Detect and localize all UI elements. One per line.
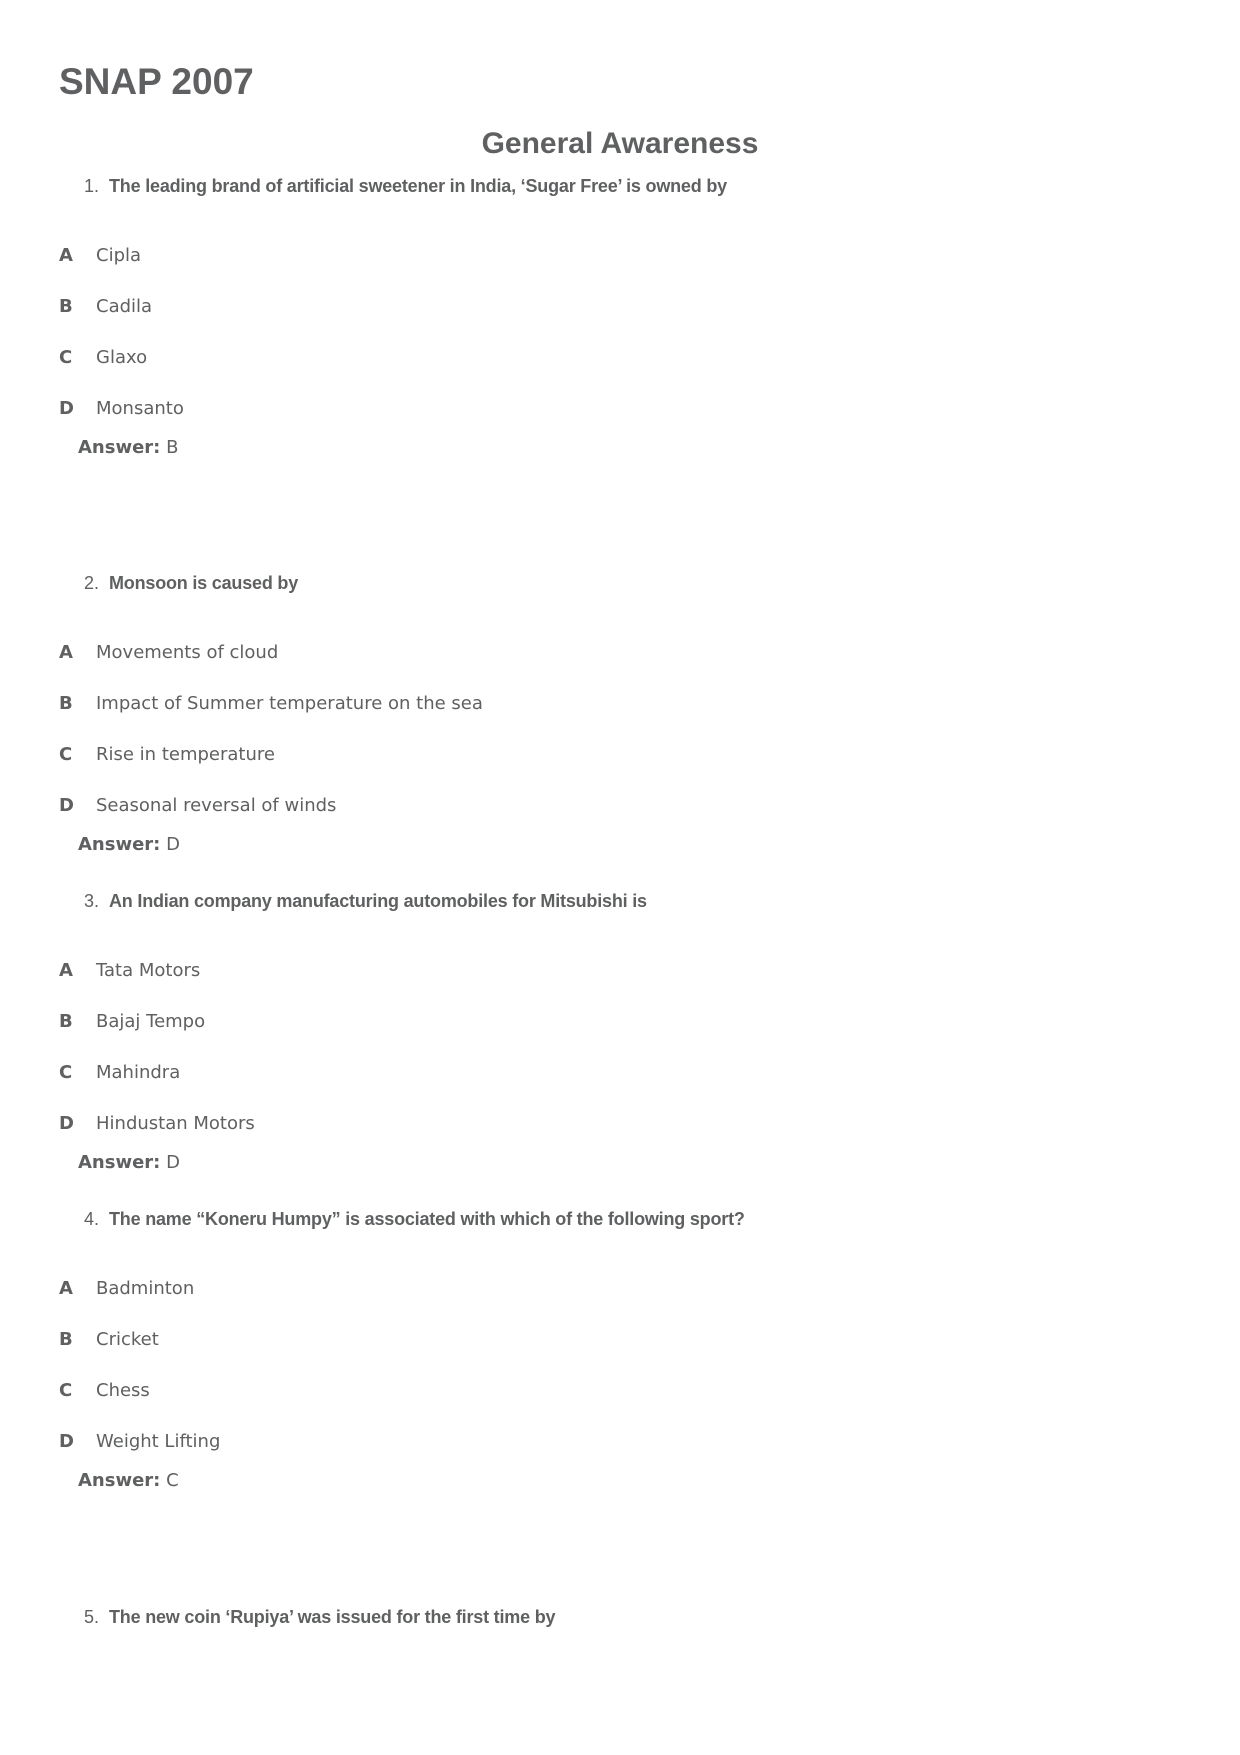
question-prompt xyxy=(84,1207,745,1231)
option-letter: C xyxy=(59,1380,73,1401)
option-a xyxy=(59,244,141,268)
question-text: An Indian company manufacturing automobiles for Mitsubishi is xyxy=(109,891,647,911)
option-text: Mahindra xyxy=(96,1062,181,1083)
option-a xyxy=(59,641,278,665)
document-title: SNAP 2007 xyxy=(59,61,254,102)
answer-value: D xyxy=(166,1152,180,1173)
option-text: Cricket xyxy=(96,1329,159,1350)
option-letter: D xyxy=(59,795,74,816)
answer-label: Answer: xyxy=(78,437,161,458)
answer-value: C xyxy=(166,1470,179,1491)
option-letter: D xyxy=(59,1431,74,1452)
answer-label: Answer: xyxy=(78,834,161,855)
option-a xyxy=(59,1277,194,1301)
option-b xyxy=(59,1328,159,1352)
question-text: The name “Koneru Humpy” is associated with which of the following sport? xyxy=(109,1209,745,1229)
answer-line xyxy=(78,1469,179,1493)
option-letter: A xyxy=(59,245,73,266)
option-text: Movements of cloud xyxy=(96,642,279,663)
option-a xyxy=(59,959,200,983)
question-prompt xyxy=(84,174,727,198)
option-letter: C xyxy=(59,744,73,765)
option-d xyxy=(59,794,336,818)
question-text: Monsoon is caused by xyxy=(109,573,299,593)
option-c xyxy=(59,1379,150,1403)
option-b xyxy=(59,1010,205,1034)
answer-value: D xyxy=(166,834,180,855)
option-b xyxy=(59,295,152,319)
answer-value: B xyxy=(166,437,179,458)
option-d xyxy=(59,397,184,421)
option-letter: A xyxy=(59,960,73,981)
option-text: Chess xyxy=(96,1380,150,1401)
question-prompt xyxy=(84,1605,555,1629)
option-letter: B xyxy=(59,296,73,317)
question-number: 4. xyxy=(84,1209,100,1229)
option-text: Impact of Summer temperature on the sea xyxy=(96,693,483,714)
question-text: The new coin ‘Rupiya’ was issued for the first time by xyxy=(109,1607,556,1627)
question-number: 5. xyxy=(84,1607,100,1627)
option-text: Glaxo xyxy=(96,347,148,368)
answer-line xyxy=(78,436,178,460)
option-text: Hindustan Motors xyxy=(96,1113,255,1134)
option-d xyxy=(59,1430,220,1454)
option-letter: D xyxy=(59,398,74,419)
question-number: 3. xyxy=(84,891,100,911)
option-d xyxy=(59,1112,255,1136)
question-text: The leading brand of artificial sweetener in India, ‘Sugar Free’ is owned by xyxy=(109,176,727,196)
option-letter: A xyxy=(59,642,73,663)
option-letter: A xyxy=(59,1278,73,1299)
option-text: Bajaj Tempo xyxy=(96,1011,206,1032)
question-number: 2. xyxy=(84,573,100,593)
option-c xyxy=(59,346,147,370)
option-letter: D xyxy=(59,1113,74,1134)
answer-line xyxy=(78,833,180,857)
option-text: Cipla xyxy=(96,245,142,266)
option-letter: B xyxy=(59,1329,73,1350)
question-prompt xyxy=(84,571,298,595)
option-c xyxy=(59,1061,180,1085)
option-letter: C xyxy=(59,1062,73,1083)
option-letter: B xyxy=(59,1011,73,1032)
option-letter: C xyxy=(59,347,73,368)
option-c xyxy=(59,743,275,767)
option-b xyxy=(59,692,483,716)
answer-line xyxy=(78,1151,180,1175)
option-letter: B xyxy=(59,693,73,714)
option-text: Rise in temperature xyxy=(96,744,275,765)
answer-label: Answer: xyxy=(78,1152,161,1173)
question-number: 1. xyxy=(84,176,100,196)
option-text: Monsanto xyxy=(96,398,184,419)
option-text: Tata Motors xyxy=(96,960,201,981)
option-text: Badminton xyxy=(96,1278,195,1299)
answer-label: Answer: xyxy=(78,1470,161,1491)
option-text: Weight Lifting xyxy=(96,1431,221,1452)
section-title: General Awareness xyxy=(481,127,759,160)
option-text: Cadila xyxy=(96,296,153,317)
option-text: Seasonal reversal of winds xyxy=(96,795,337,816)
question-prompt xyxy=(84,889,647,913)
